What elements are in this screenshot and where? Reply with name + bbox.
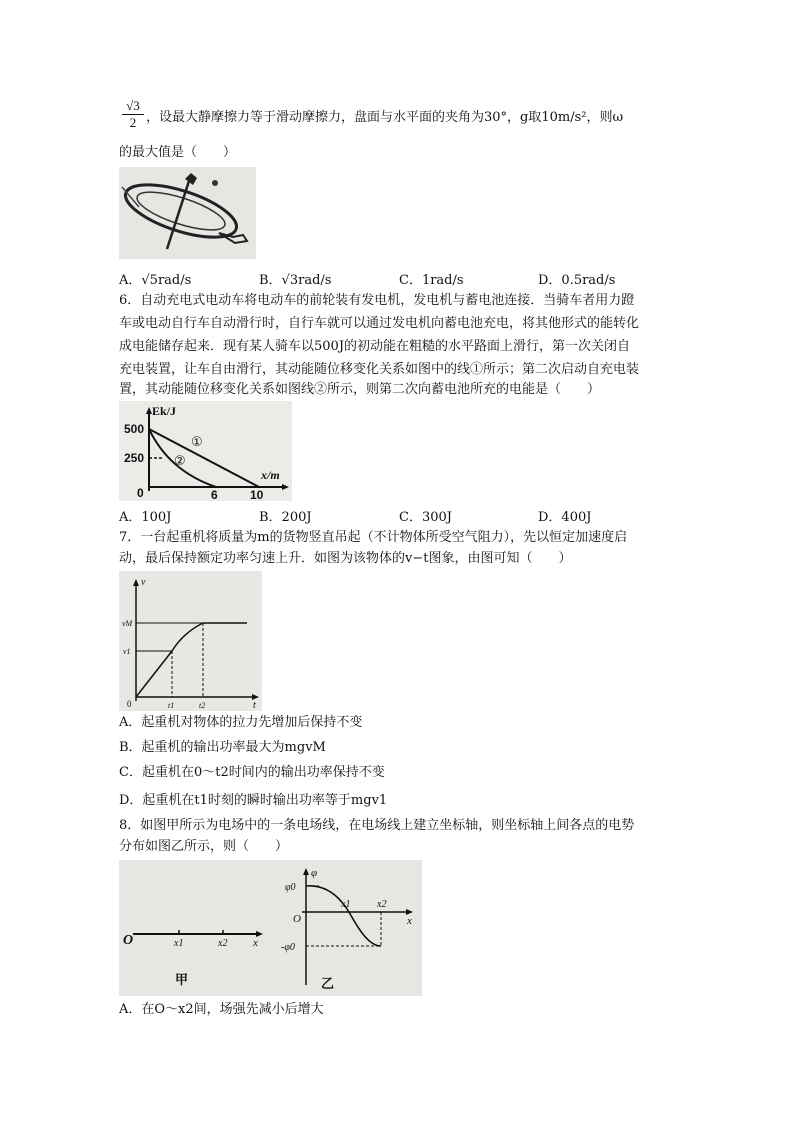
fig-jia-caption: 甲 <box>175 973 189 988</box>
fig-yi-x2-label: x2 <box>377 899 387 910</box>
q7-x-tick-0: 0 <box>127 699 132 709</box>
q6-y-tick-250: 250 <box>124 451 145 465</box>
q6-x-tick-0: 0 <box>137 486 144 500</box>
fig-yi-x1-label: x1 <box>341 899 351 910</box>
fig-yi-y-tick-phi0: φ0 <box>285 882 296 893</box>
fig-jia-x2-label: x2 <box>218 938 228 949</box>
q6-y-axis-label: Ek/J <box>152 404 177 418</box>
q5-option-a: A．√5rad/s <box>119 273 192 288</box>
q6-text-line-3: 成电能储存起来．现有某人骑车以500J的初动能在粗糙的水平路面上滑行，第一次关闭自 <box>119 339 631 354</box>
q6-x-tick-6: 6 <box>211 488 218 501</box>
sqrt3-over-2-fraction <box>122 98 144 131</box>
q7-x-axis-label: t <box>253 700 256 711</box>
fraction-denominator: 2 <box>129 115 137 130</box>
q6-option-b: B．200J <box>259 510 312 525</box>
q5-text-line-2: 的最大值是（ ） <box>119 145 237 160</box>
q7-option-d: D．起重机在t1时刻的瞬时输出功率等于mgv1 <box>119 793 388 808</box>
q6-text-line-5: 置，其动能随位移变化关系如图线②所示，则第二次向蓄电池所充的电能是（ ） <box>119 382 601 397</box>
fig-jia-origin-label: O <box>123 933 134 948</box>
q6-text-line-1: 6．自动充电式电动车将电动车的前轮装有发电机，发电机与蓄电池连接．当骑车者用力蹬 <box>119 293 635 308</box>
q5-option-d: D．0.5rad/s <box>538 273 616 288</box>
q6-text-line-2: 车或电动自行车自动滑行时，自行车就可以通过发电机向蓄电池充电，将其他形式的能转化 <box>119 316 640 331</box>
q5-disc-photo <box>119 167 256 259</box>
q6-option-a: A．100J <box>119 510 172 525</box>
q6-curve-label-2: ② <box>174 454 186 469</box>
q6-y-tick-500: 500 <box>124 422 145 436</box>
q6-text-line-4: 充电装置，让车自由滑行，其动能随位移变化关系如图中的线①所示；第二次启动自充电装 <box>119 362 640 377</box>
fig-yi-caption: 乙 <box>321 977 335 992</box>
q7-y-tick-v1: v1 <box>123 647 131 656</box>
q7-x-tick-t1: t1 <box>168 701 175 710</box>
q5-option-c: C．1rad/s <box>399 273 464 288</box>
q8-text-line-1: 8．如图甲所示为电场中的一条电场线，在电场线上建立坐标轴，则坐标轴上间各点的电势 <box>119 818 635 833</box>
q7-y-tick-vm: vM <box>122 619 133 628</box>
q7-x-tick-t2: t2 <box>199 701 206 710</box>
q7-option-c: C．起重机在0～t2时间内的输出功率保持不变 <box>119 765 385 780</box>
fig-yi-origin-label: O <box>293 913 301 925</box>
q7-velocity-time-graph <box>119 571 262 711</box>
q6-x-tick-10: 10 <box>250 488 264 501</box>
q8-text-line-2: 分布如图乙所示，则（ ） <box>119 839 289 854</box>
q7-option-b: B．起重机的输出功率最大为mgvM <box>119 740 326 755</box>
fraction-numerator: √3 <box>122 98 144 115</box>
q6-option-d: D．400J <box>538 510 592 525</box>
q7-text-line-2: 动，最后保持额定功率匀速上升．如图为该物体的v−t图象，由图可知（ ） <box>119 551 572 566</box>
q7-y-axis-label: v <box>141 577 146 588</box>
q8-option-a: A．在O～x2间，场强先减小后增大 <box>119 1002 324 1017</box>
fig-yi-x-label: x <box>407 915 412 927</box>
fig-jia-x-label: x <box>253 937 258 949</box>
q7-option-a: A．起重机对物体的拉力先增加后保持不变 <box>119 715 363 730</box>
q5-text-line-1: ，设最大静摩擦力等于滑动摩擦力，盘面与水平面的夹角为30°，g取10m/s²，则ω <box>146 110 624 125</box>
q8-electric-field-figures <box>119 860 422 996</box>
q6-curve-label-1: ① <box>191 435 203 450</box>
fig-yi-y-axis-label: φ <box>311 867 318 879</box>
q6-energy-displacement-graph <box>119 401 292 501</box>
fig-jia-x1-label: x1 <box>174 938 184 949</box>
q5-option-b: B．√3rad/s <box>259 273 332 288</box>
q7-text-line-1: 7．一台起重机将质量为m的货物竖直吊起（不计物体所受空气阻力），先以恒定加速度启 <box>119 530 628 545</box>
fig-yi-y-tick-neg-phi0: -φ0 <box>281 942 295 953</box>
q6-option-c: C．300J <box>399 510 452 525</box>
q6-x-axis-label: x/m <box>261 468 280 482</box>
